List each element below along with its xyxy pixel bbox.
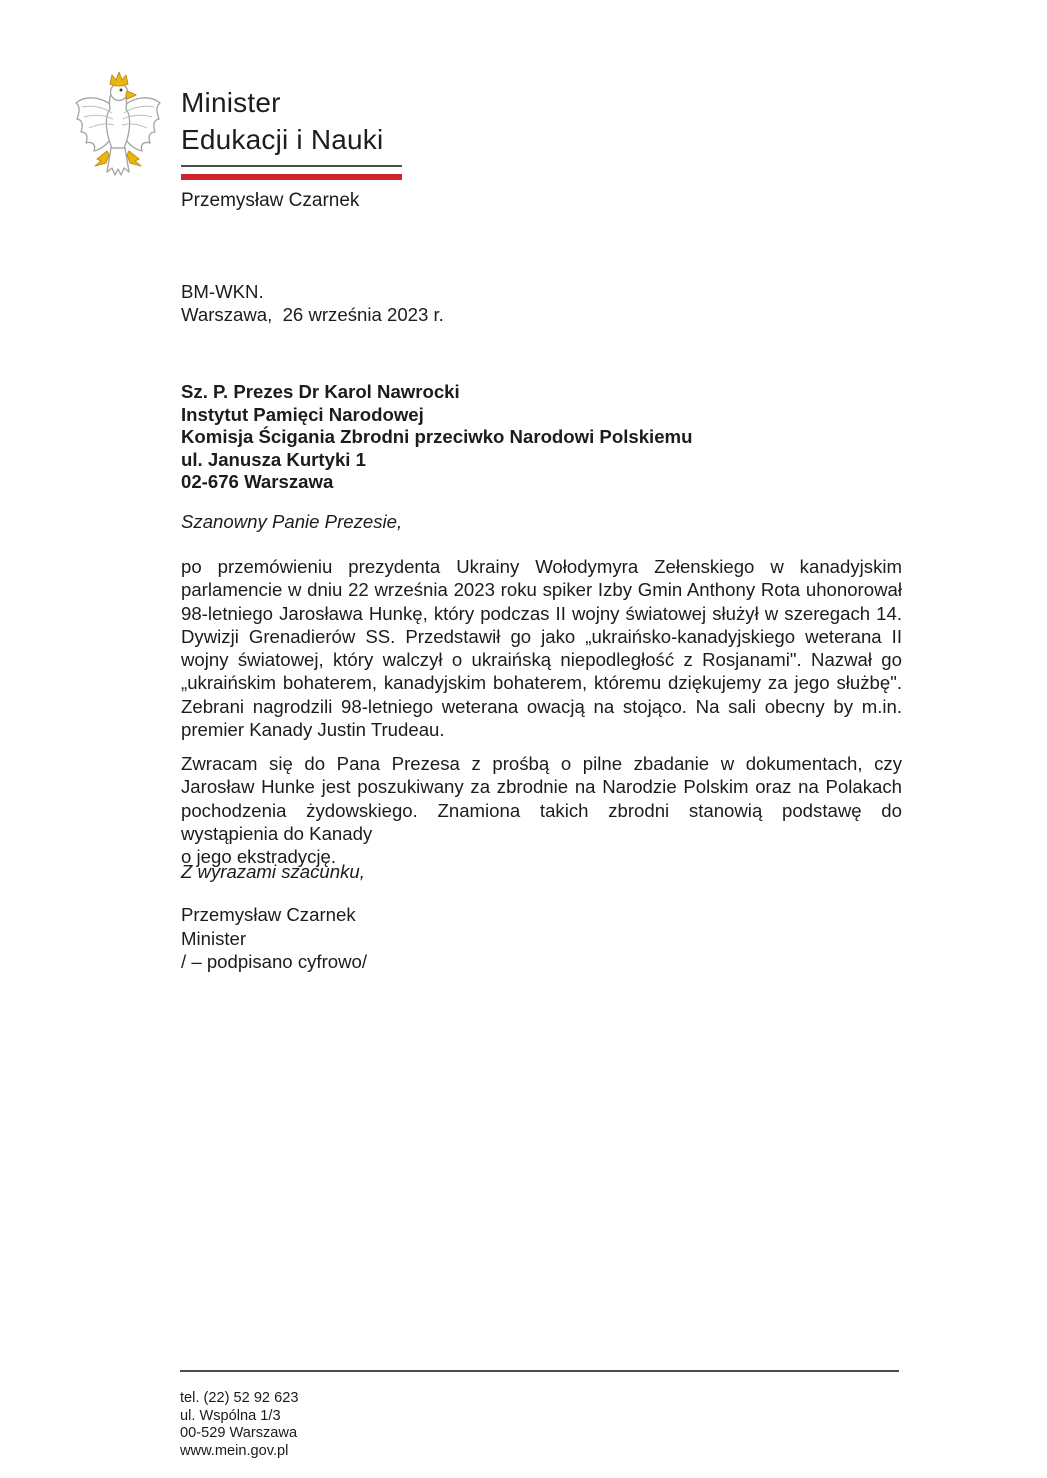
- footer-street: ul. Wspólna 1/3: [180, 1407, 281, 1424]
- header-rule-thin: [181, 165, 402, 167]
- paragraph-1: po przemówieniu prezydenta Ukrainy Wołodymyra Zełenskiego w kanadyjskim parlamencie w dniu 22 września 2023 roku spiker Izby Gmin Anthony Rota uhonorował 98-letniego Jarosława Hunkę, który podczas II wojny światowej służył w szeregach 14. Dywizji Grenadierów SS. Przedstawił go jako „ukraińsko-kanadyjskiego weterana II wojny światowej, który walczył o ukraińską niepodległość z Rosjanami". Nazwał go „ukraińskim bohaterem, kanadyjskim bohaterem, któremu dziękujemy za jego służbę". Zebrani nagrodzili 98-letniego weterana owacją na stojąco. Na sali obecny by m.in. premier Kanady Justin Trudeau.: [181, 556, 902, 741]
- salutation: Szanowny Panie Prezesie,: [181, 511, 403, 532]
- signature-title: Minister: [181, 927, 247, 949]
- recipient-name: Sz. P. Prezes Dr Karol Nawrocki: [181, 381, 460, 402]
- recipient-city: 02-676 Warszawa: [181, 471, 334, 493]
- place-date: Warszawa, 26 września 2023 r.: [181, 304, 444, 325]
- signature-digital-note: / – podpisano cyfrowo/: [181, 951, 368, 972]
- recipient-commission: Komisja Ścigania Zbrodni przeciwko Narodowi Polskiemu: [181, 426, 693, 448]
- header-rule-red: [181, 174, 402, 180]
- ministry-title: [181, 84, 383, 158]
- paragraph-2: Zwracam się do Pana Prezesa z prośbą o pilne zbadanie w dokumentach, czy Jarosław Hunke jest poszukiwany za zbrodnie na Narodzie Polskim oraz na Polakach pochodzenia żydowskiego. Znamiona takich zbrodni stanowią podstawę do wystąpienia do Kanady o jego ekstradycję.: [181, 753, 902, 868]
- footer-phone: tel. (22) 52 92 623: [180, 1390, 299, 1406]
- polish-eagle-emblem-icon: [72, 72, 164, 184]
- footer-city: 00-529 Warszawa: [180, 1425, 298, 1442]
- ministry-title-line2: Edukacji i Nauki: [181, 124, 384, 155]
- recipient-institution: Instytut Pamięci Narodowej: [181, 403, 424, 425]
- signature-name: Przemysław Czarnek: [181, 904, 356, 925]
- footer-contact-block: [180, 1390, 298, 1460]
- closing-phrase: Z wyrazami szacunku,: [181, 861, 365, 882]
- minister-name: Przemysław Czarnek: [181, 190, 360, 211]
- ministry-title-line1: Minister: [181, 87, 281, 118]
- case-reference: BM-WKN.: [181, 281, 264, 302]
- footer-website: www.mein.gov.pl: [180, 1442, 289, 1459]
- signature-block: [181, 903, 367, 974]
- recipient-block: [181, 381, 692, 494]
- reference-block: [181, 280, 444, 326]
- footer-rule: [180, 1370, 899, 1372]
- recipient-street: ul. Janusza Kurtyki 1: [181, 448, 366, 470]
